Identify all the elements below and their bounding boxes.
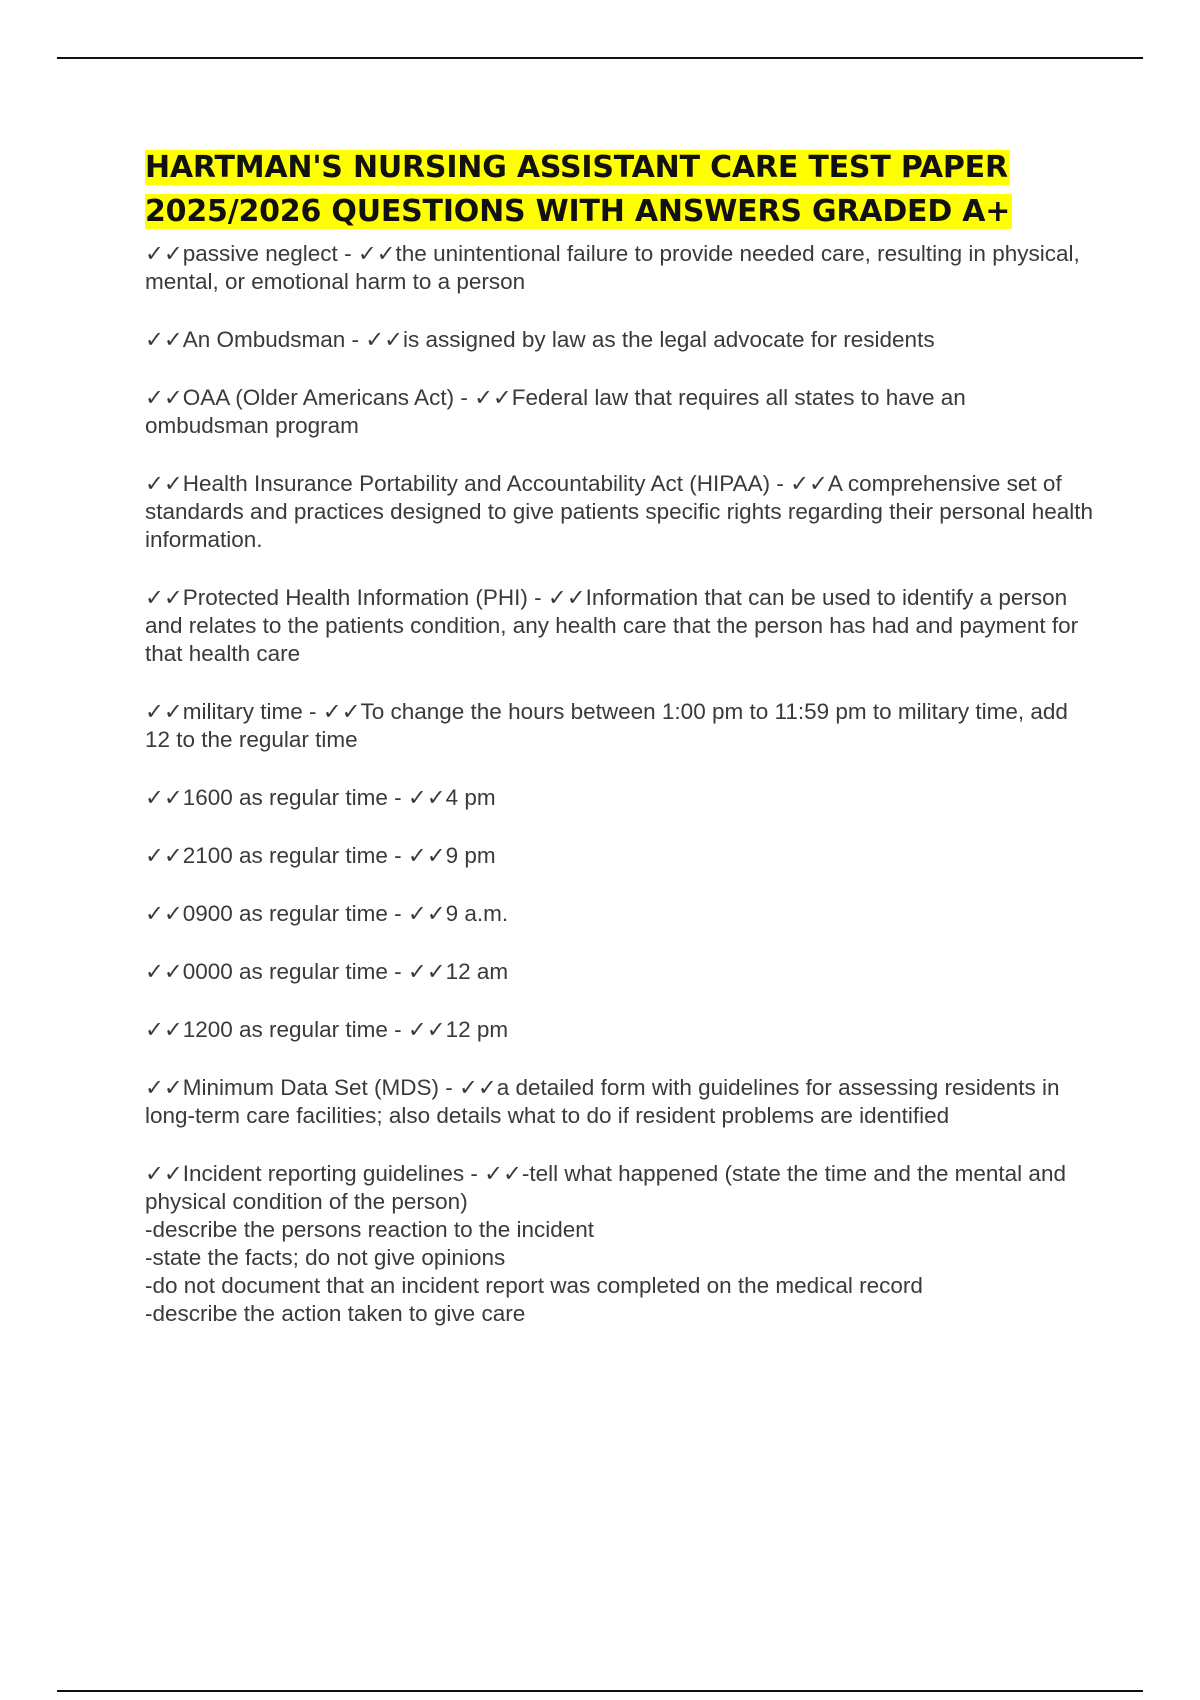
double-check-icon: ✓✓ — [484, 1161, 522, 1186]
double-check-icon: ✓✓ — [145, 959, 183, 984]
entry-definition: Information that can be used to identify a person and relates to the patients condition, any health care that the person has had and payment for that health care — [145, 585, 1079, 666]
entry-guideline-line: -describe the action taken to give care — [145, 1301, 526, 1326]
entry-term: 2100 as regular time — [182, 843, 388, 868]
entry-definition: 9 a.m. — [445, 901, 509, 926]
qa-entry — [145, 784, 1095, 812]
entry-guideline-line: -describe the persons reaction to the incident — [145, 1217, 595, 1242]
entry-definition: -tell what happened (state the time and the mental and physical condition of the person) — [145, 1161, 1066, 1214]
entry-separator: - — [337, 241, 358, 266]
qa-entry — [145, 1016, 1095, 1044]
entry-guideline-line: -state the facts; do not give opinions — [145, 1245, 506, 1270]
qa-list — [145, 240, 1095, 1328]
entry-definition: is assigned by law as the legal advocate for residents — [403, 327, 935, 352]
qa-entry — [145, 384, 1095, 440]
qa-entry — [145, 1074, 1095, 1130]
entry-term: 0900 as regular time — [182, 901, 388, 926]
entry-term: 0000 as regular time — [182, 959, 388, 984]
double-check-icon: ✓✓ — [145, 785, 183, 810]
entry-term: Minimum Data Set (MDS) — [182, 1075, 440, 1100]
qa-entry — [145, 584, 1095, 668]
double-check-icon: ✓✓ — [145, 585, 183, 610]
entry-separator: - — [770, 471, 791, 496]
qa-entry — [145, 900, 1095, 928]
entry-separator: - — [387, 785, 408, 810]
double-check-icon: ✓✓ — [407, 1017, 446, 1042]
double-check-icon: ✓✓ — [459, 1075, 497, 1100]
entry-separator: - — [454, 385, 475, 410]
double-check-icon: ✓✓ — [145, 1017, 183, 1042]
double-check-icon: ✓✓ — [357, 241, 396, 266]
entry-guideline-line: -do not document that an incident report was completed on the medical record — [145, 1273, 923, 1298]
double-check-icon: ✓✓ — [145, 843, 183, 868]
double-check-icon: ✓✓ — [145, 699, 183, 724]
entry-definition: a detailed form with guidelines for assessing residents in long-term care facilities; also details what to do if resident problems are identified — [145, 1075, 1060, 1128]
double-check-icon: ✓✓ — [145, 385, 183, 410]
double-check-icon: ✓✓ — [365, 327, 404, 352]
double-check-icon: ✓✓ — [145, 901, 183, 926]
entry-definition: 12 am — [445, 959, 509, 984]
qa-entry — [145, 326, 1095, 354]
double-check-icon: ✓✓ — [145, 241, 183, 266]
title-line-1: HARTMAN'S NURSING ASSISTANT CARE TEST PAPER — [145, 150, 1008, 185]
document-page — [145, 146, 1095, 1358]
double-check-icon: ✓✓ — [145, 1161, 183, 1186]
entry-definition: A comprehensive set of standards and practices designed to give patients specific rights regarding their personal health information. — [145, 471, 1094, 552]
entry-term: passive neglect — [182, 241, 338, 266]
entry-separator: - — [387, 959, 408, 984]
double-check-icon: ✓✓ — [474, 385, 512, 410]
double-check-icon: ✓✓ — [145, 471, 183, 496]
entry-term: military time — [182, 699, 303, 724]
entry-separator: - — [387, 1017, 408, 1042]
entry-term: Incident reporting guidelines — [182, 1161, 465, 1186]
entry-separator: - — [302, 699, 323, 724]
bottom-rule — [57, 1690, 1143, 1692]
entry-definition: 9 pm — [445, 843, 496, 868]
entry-separator: - — [387, 843, 408, 868]
entry-term: OAA (Older Americans Act) — [182, 385, 455, 410]
entry-definition: Federal law that requires all states to have an ombudsman program — [145, 385, 966, 438]
qa-entry — [145, 1160, 1095, 1328]
entry-definition: 12 pm — [445, 1017, 509, 1042]
qa-entry — [145, 698, 1095, 754]
entry-term: 1600 as regular time — [182, 785, 388, 810]
qa-entry — [145, 470, 1095, 554]
double-check-icon: ✓✓ — [407, 901, 446, 926]
double-check-icon: ✓✓ — [145, 1075, 183, 1100]
entry-definition: To change the hours between 1:00 pm to 11:59 pm to military time, add 12 to the regular time — [145, 699, 1068, 752]
document-title — [145, 146, 1095, 234]
entry-separator: - — [387, 901, 408, 926]
double-check-icon: ✓✓ — [407, 959, 446, 984]
entry-term: Health Insurance Portability and Accountability Act (HIPAA) — [182, 471, 771, 496]
double-check-icon: ✓✓ — [790, 471, 828, 496]
entry-term: An Ombudsman — [182, 327, 346, 352]
double-check-icon: ✓✓ — [407, 843, 446, 868]
entry-separator: - — [464, 1161, 485, 1186]
qa-entry — [145, 240, 1095, 296]
entry-separator: - — [345, 327, 366, 352]
entry-definition: the unintentional failure to provide needed care, resulting in physical, mental, or emotional harm to a person — [145, 241, 1080, 294]
title-line-2: 2025/2026 QUESTIONS WITH ANSWERS GRADED A+ — [145, 194, 1011, 229]
qa-entry — [145, 842, 1095, 870]
entry-term: Protected Health Information (PHI) — [182, 585, 528, 610]
double-check-icon: ✓✓ — [407, 785, 446, 810]
qa-entry — [145, 958, 1095, 986]
entry-separator: - — [439, 1075, 460, 1100]
entry-separator: - — [527, 585, 548, 610]
entry-term: 1200 as regular time — [182, 1017, 388, 1042]
entry-definition: 4 pm — [445, 785, 496, 810]
double-check-icon: ✓✓ — [145, 327, 183, 352]
double-check-icon: ✓✓ — [547, 585, 586, 610]
top-rule — [57, 57, 1143, 59]
double-check-icon: ✓✓ — [322, 699, 361, 724]
